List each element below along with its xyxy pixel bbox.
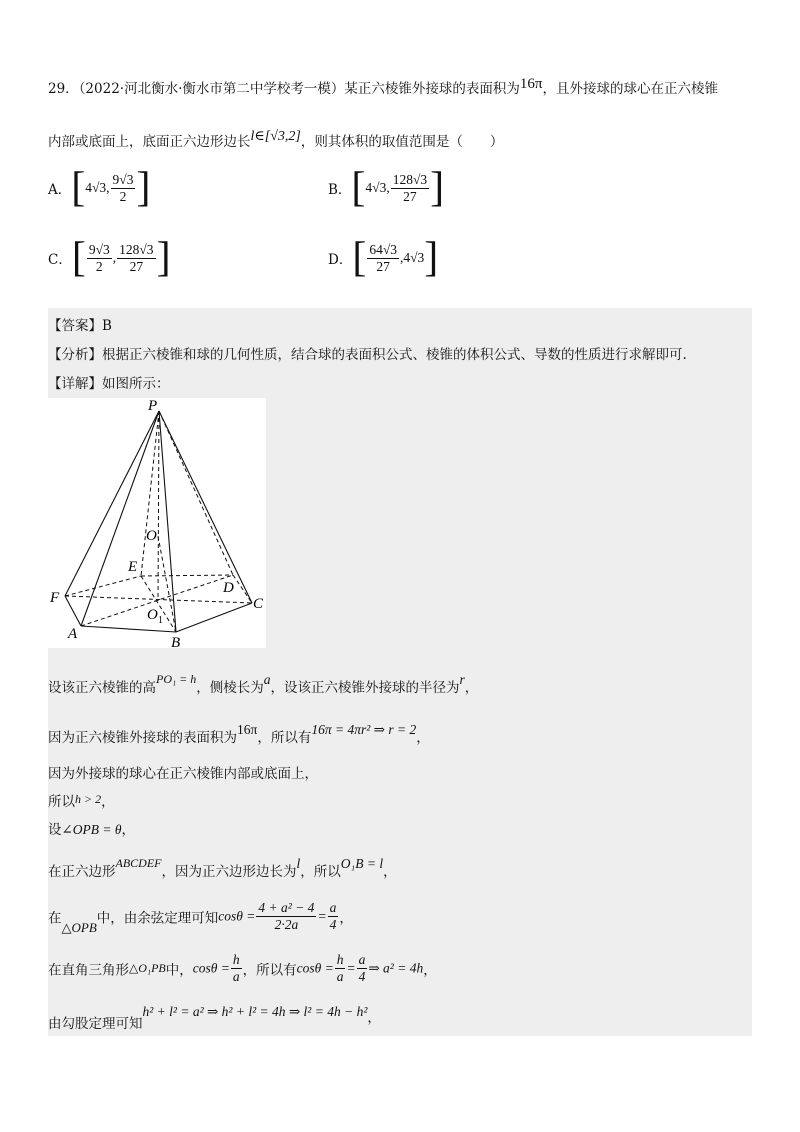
question-number: 29． xyxy=(48,81,79,97)
option-d-fraction: $\frac{64√3}{27}$ xyxy=(369,241,397,274)
solution-line-4 xyxy=(48,790,115,810)
detail-line xyxy=(48,372,170,392)
s8-fraction-2: $\frac{h}{a}$ xyxy=(336,952,344,984)
s9-pythagoras: h² + l² = a² ⇒ h² + l² = 4h ⇒ l² = 4h − h² xyxy=(142,1004,368,1019)
label-D: D xyxy=(223,580,234,596)
s8-implication: ⇒ a² = 4h xyxy=(368,960,424,976)
s7-text: 在 xyxy=(48,910,62,927)
s2-text: 因为正六棱锥外接球的表面积为 xyxy=(48,730,237,746)
surface-area-value: 16π xyxy=(519,76,543,92)
s8-fraction: $\frac{h}{a}$ xyxy=(232,952,240,984)
analysis-line xyxy=(48,343,687,363)
label-B: B xyxy=(171,635,181,648)
label-O: O xyxy=(146,528,157,544)
s5-text: 设 xyxy=(48,822,62,838)
option-a-left: 4√3 xyxy=(85,180,107,195)
s1-text-3: ，设该正六棱锥外接球的半径为 xyxy=(270,680,460,696)
s9-text-2: ， xyxy=(367,1010,381,1026)
right-bracket: ] xyxy=(156,235,171,281)
edge-range: l∈[√3,2] xyxy=(250,129,301,144)
s1-text-2: ，侧棱长为 xyxy=(196,680,264,696)
option-c-label: C． xyxy=(48,252,72,268)
s1-edge-var: a xyxy=(263,672,271,687)
s6-hexagon: ABCDEF xyxy=(115,856,162,870)
s5-text-2: ， xyxy=(121,822,136,838)
label-O1-sub: 1 xyxy=(158,615,163,626)
hexagonal-pyramid-figure xyxy=(48,398,266,648)
s5-angle: ∠OPB = θ xyxy=(61,822,122,837)
s6-text: 在正六边形 xyxy=(48,864,116,880)
solution-line-8 xyxy=(48,952,437,985)
label-F: F xyxy=(50,590,60,606)
s1-text-4: ， xyxy=(464,680,479,696)
s8-triangle: △O₁PB xyxy=(129,961,166,975)
question-line-1 xyxy=(48,76,718,97)
right-bracket: ] xyxy=(424,235,439,281)
s2-text-2: ，所以有 xyxy=(257,730,312,746)
s8-fraction-3: $\frac{a}{4}$ xyxy=(358,952,366,984)
question-stem-cont: ，且外接球的球心在正六棱锥 xyxy=(542,81,718,97)
s3-text: 因为外接球的球心在正六棱锥内部或底面上， xyxy=(48,766,318,782)
s8-text-4: ， xyxy=(423,962,437,979)
question-stem: 某正六棱锥外接球的表面积为 xyxy=(344,81,520,97)
s7-equals: = xyxy=(317,908,327,924)
s4-text-2: ， xyxy=(101,794,115,810)
s7-text-2: 中，由余弦定理可知 xyxy=(96,910,219,927)
s8-text: 在直角三角形 xyxy=(48,962,129,979)
option-a-fraction: $\frac{9√3}{2}$ xyxy=(112,171,134,204)
answer-line xyxy=(48,314,112,334)
s6-text-4: ， xyxy=(383,864,397,880)
solution-line-3 xyxy=(48,762,318,782)
option-c[interactable]: C．[ $\frac{9√3}{2}$ , $\frac{128√3}{27}$ ] xyxy=(48,235,171,281)
s2-area: 16π xyxy=(237,722,258,737)
option-d-right: 4√3 xyxy=(403,250,425,265)
label-C: C xyxy=(253,596,264,612)
solution-line-6 xyxy=(48,856,397,880)
right-bracket: ] xyxy=(136,165,151,211)
analysis-text: 根据正六棱锥和球的几何性质，结合球的表面积公式、棱锥的体积公式、导数的性质进行求解即可. xyxy=(102,347,687,363)
detail-label: 【详解】 xyxy=(48,376,102,392)
solution-line-2 xyxy=(48,722,430,746)
label-E: E xyxy=(128,559,138,575)
s7-fraction: $\frac{\text{4 + a² − 4}}{2\cdot 2a}$ xyxy=(258,900,315,932)
s7-fraction-2: $\frac{a}{4}$ xyxy=(329,900,337,932)
s6-edge: l xyxy=(296,856,301,871)
question-stem-line2: 内部或底面上，底面正六边形边长 xyxy=(48,134,251,150)
answer-label: 【答案】 xyxy=(48,318,102,334)
s9-text: 由勾股定理可知 xyxy=(48,1016,143,1032)
s8-equals: = xyxy=(346,960,356,976)
s6-text-2: ，因为正六边形边长为 xyxy=(161,864,297,880)
option-c-fraction-2: $\frac{128√3}{27}$ xyxy=(119,241,154,274)
left-bracket: [ xyxy=(352,235,367,281)
s7-text-3: ， xyxy=(339,910,353,927)
s4-text: 所以 xyxy=(48,794,75,810)
s1-radius-var: r xyxy=(459,672,465,687)
solution-line-1 xyxy=(48,672,478,696)
answer-value: B xyxy=(102,318,112,334)
solution-line-7 xyxy=(48,900,353,936)
option-b-fraction: $\frac{128√3}{27}$ xyxy=(392,171,428,204)
option-d[interactable]: D．[ $\frac{64√3}{27}$ ,4√3] xyxy=(328,235,439,281)
option-b[interactable]: B．[4√3, $\frac{128√3}{27}$ ] xyxy=(328,165,445,211)
s7-triangle: △OPB xyxy=(61,920,97,935)
option-a-label: A． xyxy=(48,182,72,198)
question-stem-line2-end: ，则其体积的取值范围是（ ） xyxy=(300,134,504,150)
left-bracket: [ xyxy=(351,165,366,211)
option-d-label: D． xyxy=(328,252,353,268)
option-c-fraction-1: $\frac{9√3}{2}$ xyxy=(88,241,110,274)
right-bracket: ] xyxy=(430,165,445,211)
s6-text-3: ，所以 xyxy=(300,864,341,880)
left-bracket: [ xyxy=(71,235,86,281)
option-b-left: 4√3 xyxy=(365,180,387,195)
detail-text: 如图所示： xyxy=(102,376,170,392)
s1-text: 设该正六棱锥的高 xyxy=(48,680,156,696)
s6-equation: O₁B = l xyxy=(340,856,384,871)
s7-cos: cosθ = xyxy=(218,908,256,924)
label-A: A xyxy=(68,626,78,642)
solution-line-9 xyxy=(48,1004,381,1032)
s2-text-3: ， xyxy=(416,730,430,746)
question-line-2 xyxy=(48,128,503,150)
option-b-label: B． xyxy=(328,182,352,198)
option-a[interactable]: A．[4√3, $\frac{9√3}{2}$ ] xyxy=(48,165,151,211)
left-bracket: [ xyxy=(71,165,86,211)
s1-height-expr: PO₁ = h xyxy=(156,672,197,686)
solution-line-5 xyxy=(48,818,135,838)
label-O1: O xyxy=(147,607,158,623)
s2-equation: 16π = 4πr² ⇒ r = 2 xyxy=(311,722,417,737)
analysis-label: 【分析】 xyxy=(48,347,102,363)
s8-text-3: ，所以有 xyxy=(242,962,297,979)
s8-text-2: 中， xyxy=(165,962,193,979)
s8-cos: cosθ = xyxy=(192,960,230,976)
label-P: P xyxy=(148,398,158,414)
s4-inequality: h > 2 xyxy=(75,792,102,806)
s8-cos-2: cosθ = xyxy=(296,960,334,976)
question-source: （2022·河北衡水·衡水市第二中学校考一模） xyxy=(78,81,345,97)
